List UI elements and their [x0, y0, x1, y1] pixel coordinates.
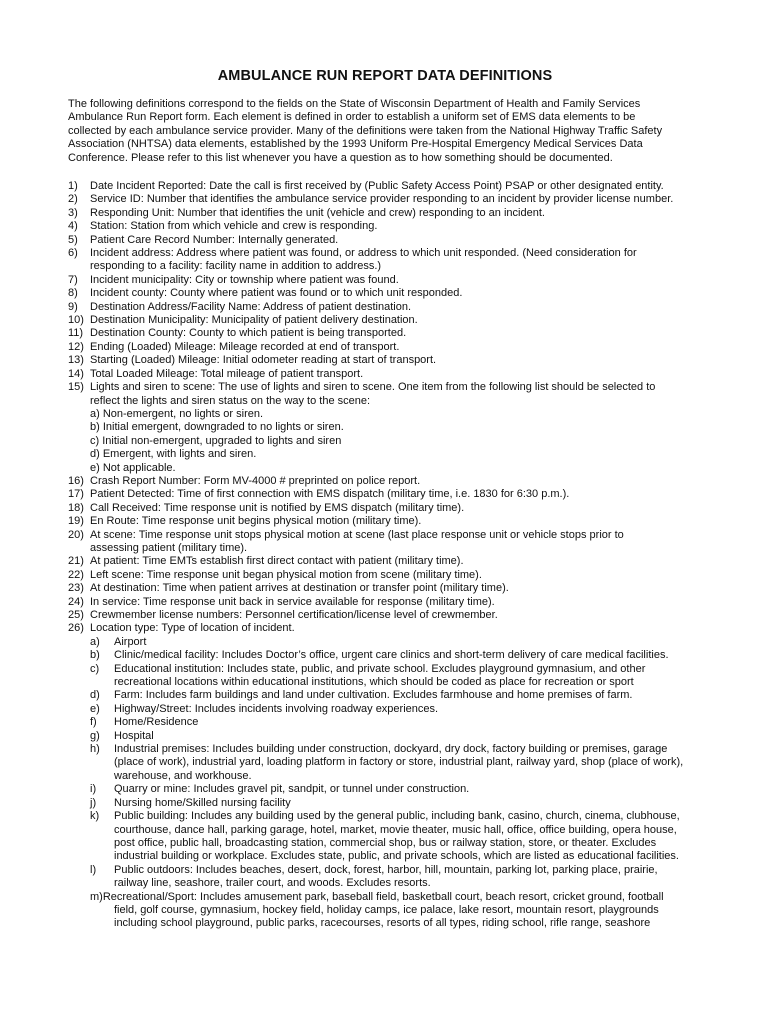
definitions-list [68, 180, 718, 931]
item-number: 19) [68, 515, 84, 528]
lights-siren-option: a) Non-emergent, no lights or siren. [90, 407, 264, 420]
definition-item [68, 314, 718, 327]
item-number: 7) [68, 273, 78, 286]
location-type-text: Industrial premises: Includes building under construction, dockyard, dry dock, factory building or premises, garage [114, 743, 668, 756]
location-type-item [90, 649, 740, 662]
location-type-label: d) [90, 689, 100, 702]
item-text: Incident municipality: City or township where patient was found. [90, 273, 399, 286]
item-text: Crewmember license numbers: Personnel certification/license level of crewmember. [90, 609, 498, 621]
intro-line: The following definitions correspond to the fields on the State of Wisconsin Department of Health and Family Services [68, 98, 641, 110]
item-number: 11) [68, 327, 84, 340]
location-type-continuation: warehouse, and workhouse. [114, 769, 252, 782]
location-type-label: i) [90, 783, 97, 796]
item-number: 20) [68, 528, 84, 541]
location-type-label: l) [90, 863, 97, 876]
item-number: 24) [68, 595, 84, 608]
item-number: 12) [68, 340, 84, 353]
item-number: 2) [68, 193, 78, 206]
definition-item [68, 569, 718, 582]
item-number: 1) [68, 180, 78, 192]
location-type-text: Highway/Street: Includes incidents involving roadway experiences. [114, 702, 439, 715]
item-text: Destination Municipality: Municipality of patient delivery destination. [90, 314, 418, 327]
location-type-item [90, 891, 740, 904]
location-type-item [90, 689, 740, 702]
definition-item [68, 596, 718, 609]
location-type-item [90, 636, 740, 649]
item-text: Date Incident Reported: Date the call is first received by (Public Safety Access Point) PSAP or other designated entity. [90, 180, 664, 192]
location-type-label: b) [90, 649, 100, 662]
definition-item [68, 354, 718, 367]
item-text: Service ID: Number that identifies the ambulance service provider responding to an incident by provider license number. [90, 193, 674, 206]
item-number: 22) [68, 568, 84, 581]
definition-item [68, 381, 718, 394]
location-type-item [90, 703, 740, 716]
location-type-text: Recreational/Sport: Includes amusement park, baseball field, basketball court, beach resort, cricket ground, football [102, 890, 664, 903]
item-number: 25) [68, 609, 84, 621]
location-type-text: Clinic/medical facility: Includes Doctor’s office, urgent care clinics and short-term delivery of care medical facilities. [114, 649, 669, 662]
item-number: 3) [68, 206, 78, 219]
intro-line: Ambulance Run Report form. Each element is defined in order to establish a uniform set of EMS data elements to be [68, 111, 636, 124]
item-number: 9) [68, 300, 78, 313]
location-type-item [90, 743, 740, 756]
item-number: 14) [68, 367, 84, 380]
location-type-item [90, 730, 740, 743]
item-text: Station: Station from which vehicle and crew is responding. [90, 220, 378, 233]
item-text: Incident address: Address where patient was found, or address to which unit responded. (Need consideration for [90, 247, 637, 260]
item-number: 21) [68, 555, 84, 568]
item-text: At scene: Time response unit stops physical motion at scene (last place response unit or vehicle stops prior to [90, 528, 624, 541]
location-type-label: h) [90, 743, 100, 756]
location-type-item [90, 716, 740, 729]
item-number: 13) [68, 354, 84, 367]
definition-item [68, 622, 718, 635]
item-number: 6) [68, 247, 78, 260]
location-type-text: Home/Residence [114, 716, 199, 729]
definition-item [68, 475, 718, 488]
item-number: 4) [68, 220, 78, 233]
definition-item [68, 582, 718, 595]
location-type-item [90, 864, 740, 877]
location-type-text: Farm: Includes farm buildings and land under cultivation. Excludes farmhouse and home premises of farm. [114, 689, 633, 702]
item-text: Ending (Loaded) Mileage: Mileage recorded at end of transport. [90, 340, 400, 353]
location-type-label: j) [90, 796, 97, 809]
definition-item [68, 247, 718, 260]
location-type-label: c) [90, 662, 100, 675]
document-title: AMBULANCE RUN REPORT DATA DEFINITIONS [217, 68, 553, 84]
location-type-item [90, 663, 740, 676]
location-type-text: Airport [114, 635, 147, 648]
lights-siren-option: b) Initial emergent, downgraded to no lights or siren. [90, 421, 344, 434]
item-number: 10) [68, 314, 84, 327]
definition-item [68, 207, 718, 220]
location-type-label: e) [90, 702, 100, 715]
item-text: At patient: Time EMTs establish first direct contact with patient (military time). [90, 555, 464, 568]
location-type-text: Hospital [114, 729, 154, 742]
definition-item [68, 502, 718, 515]
item-text: Patient Detected: Time of first connection with EMS dispatch (military time, i.e. 1830 for 6:30 p.m.). [90, 488, 570, 501]
item-text: At destination: Time when patient arrives at destination or transfer point (military time). [90, 582, 509, 595]
item-continuation: assessing patient (military time). [90, 541, 248, 554]
definition-item [68, 234, 718, 247]
location-type-continuation: (place of work), industrial yard, loading platform in factory or store, industrial plant, railway yard, shop (place of work), [114, 756, 684, 769]
location-type-continuation: courthouse, dance hall, parking garage, hotel, market, movie theater, music hall, office, office building, opera house, [114, 823, 677, 836]
location-type-label: a) [90, 635, 100, 648]
item-text: Patient Care Record Number: Internally generated. [90, 233, 339, 246]
location-type-label: g) [90, 729, 100, 742]
location-type-text: Public building: Includes any building used by the general public, including bank, casino, church, cinema, clubhouse, [114, 810, 680, 823]
item-text: Lights and siren to scene: The use of lights and siren to scene. One item from the following list should be selected to [90, 381, 656, 394]
location-type-text: Quarry or mine: Includes gravel pit, sandpit, or tunnel under construction. [114, 783, 470, 796]
item-number: 17) [68, 488, 84, 501]
location-type-text: Public outdoors: Includes beaches, desert, dock, forest, harbor, hill, mountain, parking lot, parking place, prairie, [114, 863, 658, 876]
item-number: 5) [68, 233, 78, 246]
lights-siren-option: e) Not applicable. [90, 461, 176, 474]
intro-line: Association (NHTSA) data elements, established by the 1993 Uniform Pre-Hospital Emergency Medical Services Data [68, 138, 643, 151]
item-number: 18) [68, 501, 84, 514]
location-type-item [90, 810, 740, 823]
location-type-item [90, 783, 740, 796]
intro-line: Conference. Please refer to this list whenever you have a question as to how something should be documented. [68, 151, 613, 164]
definition-item [68, 301, 718, 314]
item-text: Starting (Loaded) Mileage: Initial odometer reading at start of transport. [90, 354, 437, 367]
item-text: In service: Time response unit back in service available for response (military time). [90, 595, 495, 608]
definition-item [68, 488, 718, 501]
location-type-continuation: field, golf course, gymnasium, hockey field, holiday camps, ice palace, lake resort, mountain resort, playgrounds [114, 903, 659, 916]
location-type-continuation: railway line, seashore, trailer court, and woods. Excludes resorts. [114, 877, 431, 890]
item-number: 8) [68, 287, 78, 300]
item-number: 26) [68, 622, 84, 635]
location-type-item [90, 797, 740, 810]
location-type-continuation: post office, public hall, broadcasting station, commercial shop, bus or railway station, store, or theater. Excludes [114, 836, 657, 849]
definition-item [68, 555, 718, 568]
location-type-text: Nursing home/Skilled nursing facility [114, 796, 291, 809]
definition-item [68, 341, 718, 354]
definition-item [68, 220, 718, 233]
item-number: 15) [68, 381, 84, 394]
item-text: Call Received: Time response unit is notified by EMS dispatch (military time). [90, 501, 465, 514]
definition-item [68, 327, 718, 340]
definition-item [68, 180, 718, 193]
intro-line: collected by each ambulance service provider. Many of the definitions were taken from the National Highway Traffic Safety [68, 124, 663, 137]
item-text: Crash Report Number: Form MV-4000 # preprinted on police report. [90, 474, 421, 487]
item-text: Total Loaded Mileage: Total mileage of patient transport. [90, 367, 364, 380]
definition-item [68, 609, 718, 622]
item-text: Left scene: Time response unit began physical motion from scene (military time). [90, 568, 482, 581]
item-text: Incident county: County where patient was found or to which unit responded. [90, 287, 463, 300]
location-type-continuation: industrial building or workplace. Excludes state, public, and private schools, which are listed as educational facilities. [114, 850, 679, 863]
item-text: Responding Unit: Number that identifies the unit (vehicle and crew) responding to an incident. [90, 206, 545, 219]
intro-paragraph [68, 98, 708, 165]
definition-item [68, 515, 718, 528]
item-continuation: reflect the lights and siren status on the way to the scene: [90, 394, 371, 407]
location-type-label: f) [90, 716, 97, 729]
item-text: Destination County: County to which patient is being transported. [90, 327, 407, 340]
location-type-continuation: including school playground, public parks, racecourses, resorts of all types, riding school, rifle range, seashore [114, 917, 651, 930]
location-type-label: m) [90, 890, 103, 903]
lights-siren-option: c) Initial non-emergent, upgraded to lights and siren [90, 434, 342, 447]
item-text: Location type: Type of location of incident. [90, 622, 295, 635]
item-text: En Route: Time response unit begins physical motion (military time). [90, 515, 422, 528]
item-number: 16) [68, 474, 84, 487]
definition-item [68, 368, 718, 381]
definition-item [68, 529, 718, 542]
item-text: Destination Address/Facility Name: Address of patient destination. [90, 300, 412, 313]
item-number: 23) [68, 582, 84, 595]
definition-item [68, 193, 718, 206]
lights-siren-option: d) Emergent, with lights and siren. [90, 448, 257, 461]
location-type-text: Educational institution: Includes state, public, and private school. Excludes playground gymnasium, and other [114, 662, 646, 675]
location-type-continuation: recreational locations within educational institutions, which should be coded as place for recreation or sport [114, 676, 634, 689]
location-type-label: k) [90, 810, 100, 823]
definition-item [68, 274, 718, 287]
definition-item [68, 287, 718, 300]
item-continuation: responding to a facility: facility name in addition to address.) [90, 260, 382, 273]
